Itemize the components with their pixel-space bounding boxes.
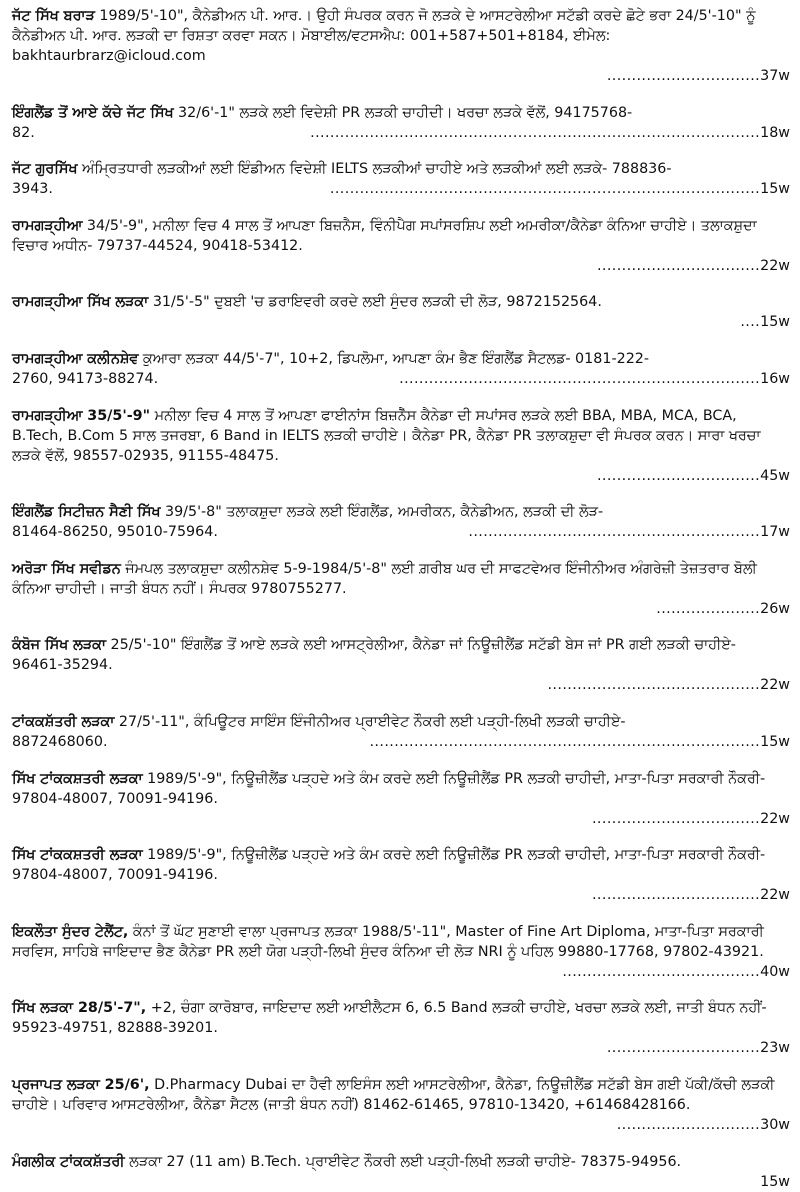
ad-entry	[12, 922, 790, 982]
ad-price: 17w	[760, 524, 790, 541]
ad-headline: ਸਿੱਖ ਟਾਂਕਕਸ਼ਤਰੀ ਲੜਕਾ	[12, 847, 143, 864]
ad-price-line	[12, 369, 790, 389]
ad-entry	[12, 635, 790, 695]
ad-price: 16w	[760, 370, 790, 387]
ad-price-line	[12, 123, 790, 143]
leader-dots: ...........................................................	[468, 524, 761, 541]
leader-dots: ........................................	[562, 963, 761, 980]
ad-text: ਕੁਆਰਾ ਲੜਕਾ 44/5'-7", 10+2, ਡਿਪਲੋਮਾ, ਆਪਣਾ ਕੰਮ ਭੈਣ ਇੰਗਲੈਂਡ ਸੈਟਲਡ- 0181-222-	[138, 350, 650, 367]
ad-price: 22w	[760, 677, 790, 694]
leader-dots: ...............................	[606, 68, 761, 84]
ad-text: ਲੜਕਾ 27 (11 am) B.Tech. ਪ੍ਰਾਈਵੇਟ ਨੌਕਰੀ ਲਈ ਪੜ੍ਹੀ-ਲਿਖੀ ਲੜਕੀ ਚਾਹੀਏ- 78375-94956.	[124, 1153, 682, 1170]
ad-headline: ਟਾਂਕਕਸ਼ੱਤਰੀ ਲੜਕਾ	[12, 713, 115, 730]
ad-text: ਜੰਮਪਲ ਤਲਾਕਸ਼ੁਦਾ ਕਲੀਨਸ਼ੇਵ 5-9-1984/5'-8" ਲਈ ਗ਼ਰੀਬ ਘਰ ਦੀ ਸਾਫਟਵੇਅਰ ਇੰਜੀਨੀਅਰ ਅੰਗਰੇਜ਼ੀ ਤੇਜ਼ਤਰਾਰ ਬੋਲੀ ਕੰਨਿਆ ਚਾਹੀਦੀ। ਜਾਤੀ ਬੰਧਨ ਨਹੀਂ। ਸੰਪਰਕ 9780755277.	[12, 560, 757, 597]
ad-price-line	[12, 675, 790, 695]
leader-dots: .......................................................................................	[329, 181, 761, 198]
ad-price-line	[12, 256, 790, 276]
ad-price: 22w	[760, 810, 790, 827]
ad-headline: ਰਾਮਗੜ੍ਹੀਆ	[12, 217, 83, 234]
leader-dots: ...........................................................................................	[310, 124, 761, 141]
ad-price: 45w	[760, 467, 790, 484]
ad-price: 26w	[760, 600, 790, 617]
ad-text: 1989/5'-10", ਕੈਨੇਡੀਅਨ ਪੀ. ਆਰ.। ਉਹੀ ਸੰਪਰਕ ਕਰਨ ਜੋ ਲੜਕੇ ਦੇ ਆਸਟਰੇਲੀਆ ਸਟੱਡੀ ਕਰਦੇ ਛੋਟੇ ਭਰਾ 24/5'-10" ਨੂੰ ਕੈਨੇਡੀਅਨ ਪੀ. ਆਰ. ਲੜਕੀ ਦਾ ਰਿਸ਼ਤਾ ਕਰਵਾ ਸਕਨ। ਮੋਬਾਈਲ/ਵਟਸਐਪ: 001+587+501+8184, ਈਮੇਲ: bakhtaurbrarz@icloud.com	[12, 8, 756, 64]
ad-entry	[12, 406, 790, 486]
ad-headline: ਇੰਗਲੈਂਡ ਸਿਟੀਜ਼ਨ ਸੈਣੀ ਸਿੱਖ	[12, 504, 161, 521]
ad-entry	[12, 769, 790, 829]
ad-price-line	[12, 732, 790, 752]
ad-text: ਮਨੀਲਾ ਵਿਚ 4 ਸਾਲ ਤੋਂ ਆਪਣਾ ਫਾਈਨਾਂਸ ਬਿਜ਼ਨੈੱਸ ਕੈਨੇਡਾ ਦੀ ਸਪਾਂਸਰ ਲੜਕੇ ਲਈ BBA, MBA, MCA, BCA, B.Tech, B.Com 5 ਸਾਲ ਤਜਰਬਾ, 6 Band in IELTS ਲੜਕੀ ਚਾਹੀਏ। ਕੈਨੇਡਾ PR, ਕੈਨੇਡਾ PR ਤਲਾਕਸ਼ੁਦਾ ਵੀ ਸੰਪਰਕ ਕਰਨ। ਸਾਰਾ ਖਰਚਾ ਲੜਕੇ ਵੱਲੋਂ, 98557-02935, 91155-48475.	[12, 407, 761, 464]
ad-price: 15w	[760, 1173, 790, 1190]
ad-headline: ਅਰੋੜਾ ਸਿੱਖ ਸਵੀਡਨ	[12, 560, 121, 577]
ad-price-line	[12, 1172, 790, 1192]
ad-price: 15w	[760, 181, 790, 198]
ad-headline: ਇੰਗਲੈਂਡ ਤੋਂ ਆਏ ਕੱਚੇ ਜੱਟ ਸਿੱਖ	[12, 104, 174, 121]
leader-dots: .....................	[656, 600, 761, 617]
ad-price: 37w	[760, 68, 790, 84]
ad-entry	[12, 502, 790, 542]
ad-text-tail: 2760, 94173-88274.	[12, 370, 159, 387]
ad-text: D.Pharmacy Dubai ਦਾ ਹੈਵੀ ਲਾਇਸੰਸ ਲਈ ਆਸਟਰੇਲੀਆ, ਕੈਨੇਡਾ, ਨਿਊਜ਼ੀਲੈਂਡ ਸਟੱਡੀ ਬੇਸ ਗਈ ਪੱਕੀ/ਕੱਚੀ ਲੜਕੀ ਚਾਹੀਏ। ਪਰਿਵਾਰ ਆਸਟਰੇਲੀਆ, ਕੈਨੇਡਾ ਸੈਟਲ (ਜਾਤੀ ਬੰਧਨ ਨਹੀਂ) 81462-61465, 97810-13420, +61468428166.	[12, 1076, 775, 1113]
leader-dots: .............................	[616, 1116, 761, 1133]
ad-entry	[12, 559, 790, 619]
ad-headline: ਸਿੱਖ ਲੜਕਾ 28/5'-7",	[12, 1000, 147, 1017]
ad-price-line	[12, 1115, 790, 1135]
ad-text: 1989/5'-9", ਨਿਊਜ਼ੀਲੈਂਡ ਪੜ੍ਹਦੇ ਅਤੇ ਕੰਮ ਕਰਦੇ ਲਈ ਨਿਊਜ਼ੀਲੈਂਡ PR ਲੜਕੀ ਚਾਹੀਦੀ, ਮਾਤਾ-ਪਿਤਾ ਸਰਕਾਰੀ ਨੌਕਰੀ- 97804-48007, 70091-94196.	[12, 770, 766, 807]
ad-headline: ਪ੍ਰਜਾਪਤ ਲੜਕਾ 25/6',	[12, 1076, 150, 1093]
ad-text: 27/5'-11", ਕੰਪਿਊਟਰ ਸਾਇੰਸ ਇੰਜੀਨੀਅਰ ਪ੍ਰਾਈਵੇਟ ਨੌਕਰੀ ਲਈ ਪੜ੍ਹੀ-ਲਿਖੀ ਲੜਕੀ ਚਾਹੀਏ-	[114, 713, 626, 730]
ad-price-line	[12, 466, 790, 486]
ad-entry	[12, 159, 790, 199]
ad-price: 18w	[760, 124, 790, 141]
ad-text: 1989/5'-9", ਨਿਊਜ਼ੀਲੈਂਡ ਪੜ੍ਹਦੇ ਅਤੇ ਕੰਮ ਕਰਦੇ ਲਈ ਨਿਊਜ਼ੀਲੈਂਡ PR ਲੜਕੀ ਚਾਹੀਦੀ, ਮਾਤਾ-ਪਿਤਾ ਸਰਕਾਰੀ ਨੌਕਰੀ- 97804-48007, 70091-94196.	[12, 847, 766, 884]
ad-entry	[12, 103, 790, 143]
ad-price: 30w	[760, 1116, 790, 1133]
ad-price: 15w	[760, 733, 790, 750]
ad-text: ਕੰਨਾਂ ਤੋਂ ਘੱਟ ਸੁਣਾਈ ਵਾਲਾ ਪ੍ਰਜਾਪਤ ਲੜਕਾ 1988/5'-11", Master of Fine Art Diploma, ਮਾਤਾ-ਪਿਤਾ ਸਰਕਾਰੀ ਸਰਵਿਸ, ਸਾਹਿਬੇ ਜਾਇਦਾਦ ਭੈਣ ਕੈਨੇਡਾ PR ਲਈ ਯੋਗ ਪੜ੍ਹੀ-ਲਿਖੀ ਸੁੰਦਰ ਕੰਨਿਆ ਦੀ ਲੋੜ NRI ਨੂੰ ਪਹਿਲ 99880-17768, 97802-43921.	[12, 923, 764, 960]
ad-price-line	[12, 962, 790, 982]
leader-dots: .................................	[596, 467, 761, 484]
ad-entry	[12, 1075, 790, 1135]
leader-dots: ..................................	[591, 887, 761, 904]
ad-entry	[12, 292, 790, 332]
ad-price-line	[12, 312, 790, 332]
ad-price: 40w	[760, 963, 790, 980]
ad-entry	[12, 349, 790, 389]
leader-dots: ....	[740, 314, 761, 331]
ad-price: 22w	[760, 257, 790, 274]
ad-text: 32/6'-1" ਲੜਕੇ ਲਈ ਵਿਦੇਸ਼ੀ PR ਲੜਕੀ ਚਾਹੀਦੀ। ਖਰਚਾ ਲੜਕੇ ਵੱਲੋਂ, 94175768-	[173, 104, 633, 121]
ad-text: 34/5'-9", ਮਨੀਲਾ ਵਿਚ 4 ਸਾਲ ਤੋਂ ਆਪਣਾ ਬਿਜ਼ਨੈਸ, ਵਿੰਨੀਪੈਗ ਸਪਾਂਸਰਸ਼ਿਪ ਲਈ ਅਮਰੀਕਾ/ਕੈਨੇਡਾ ਕੰਨਿਆ ਚਾਹੀਏ। ਤਲਾਕਸ਼ੁਦਾ ਵਿਚਾਰ ਅਧੀਨ- 79737-44524, 90418-53412.	[12, 217, 757, 254]
ad-headline: ਜੱਟ ਗੁਰਸਿੱਖ	[12, 161, 78, 178]
ad-text: +2, ਚੰਗਾ ਕਾਰੋਬਾਰ, ਜਾਇਦਾਦ ਲਈ ਆਈਲੈਟਸ 6, 6.5 Band ਲੜਕੀ ਚਾਹੀਏ, ਖਰਚਾ ਲੜਕੇ ਲਈ, ਜਾਤੀ ਬੰਧਨ ਨਹੀਂ- 95923-49751, 82888-39201.	[12, 1000, 767, 1037]
ad-entry	[12, 845, 790, 905]
ad-entry	[12, 712, 790, 752]
ad-entry	[12, 6, 790, 86]
leader-dots: ...............................	[606, 1040, 761, 1057]
ad-entry	[12, 998, 790, 1058]
ad-price: 23w	[760, 1040, 790, 1057]
ad-price: 22w	[760, 887, 790, 904]
leader-dots: .................................	[596, 257, 761, 274]
ad-price-line	[12, 522, 790, 542]
leader-dots: .........................................................................	[399, 370, 761, 387]
ad-text-tail: 8872468060.	[12, 733, 108, 750]
ad-price-line	[12, 809, 790, 829]
leader-dots: ...............................................................................	[369, 733, 761, 750]
leader-dots: ...........................................	[547, 677, 761, 694]
ad-headline: ਕੰਬੋਜ ਸਿੱਖ ਲੜਕਾ	[12, 637, 106, 654]
ad-price-line	[12, 179, 790, 199]
ad-price-line	[12, 599, 790, 619]
ad-text-tail: 82.	[12, 124, 35, 141]
ad-text: 39/5'-8" ਤਲਾਕਸ਼ੁਦਾ ਲੜਕੇ ਲਈ ਇੰਗਲੈਂਡ, ਅਮਰੀਕਨ, ਕੈਨੇਡੀਅਨ, ਲੜਕੀ ਦੀ ਲੋੜ-	[160, 504, 604, 521]
ad-text-tail: 3943.	[12, 181, 53, 198]
ad-text: 31/5'-5" ਦੁਬਈ 'ਚ ਡਰਾਇਵਰੀ ਕਰਦੇ ਲਈ ਸੁੰਦਰ ਲੜਕੀ ਦੀ ਲੋੜ, 9872152564.	[148, 294, 602, 311]
ad-text-tail: 81464-86250, 95010-75964.	[12, 524, 218, 541]
ad-price-line	[12, 1038, 790, 1058]
ad-headline: ਮੰਗਲੀਕ ਟਾਂਕਕਸ਼ੱਤਰੀ	[12, 1153, 125, 1170]
ad-price-line	[12, 66, 790, 86]
ad-headline: ਸਿੱਖ ਟਾਂਕਕਸ਼ਤਰੀ ਲੜਕਾ	[12, 770, 143, 787]
ad-headline: ਜੱਟ ਸਿੱਖ ਬਰਾੜ	[12, 8, 95, 24]
ad-headline: ਰਾਮਗੜ੍ਹੀਆ ਸਿੱਖ ਲੜਕਾ	[12, 294, 149, 311]
ad-price: 15w	[760, 314, 790, 331]
ad-text: 25/5'-10" ਇੰਗਲੈਂਡ ਤੋਂ ਆਏ ਲੜਕੇ ਲਈ ਆਸਟ੍ਰੇਲੀਆ, ਕੈਨੇਡਾ ਜਾਂ ਨਿਊਜ਼ੀਲੈਂਡ ਸਟੱਡੀ ਬੇਸ ਜਾਂ PR ਗਈ ਲੜਕੀ ਚਾਹੀਏ- 96461-35294.	[12, 637, 736, 674]
ad-headline: ਇਕਲੌਤਾ ਸੁੰਦਰ ਟੇਲੈਂਟ,	[12, 923, 129, 940]
ad-entry	[12, 216, 790, 276]
ad-headline: ਰਾਮਗੜ੍ਹੀਆ 35/5'-9"	[12, 407, 151, 424]
ad-price-line	[12, 885, 790, 905]
ad-text: ਅੰਮ੍ਰਿਤਧਾਰੀ ਲੜਕੀਆਂ ਲਈ ਇੰਡੀਅਨ ਵਿਦੇਸ਼ੀ IELTS ਲੜਕੀਆਂ ਚਾਹੀਏ ਅਤੇ ਲੜਕੀਆਂ ਲਈ ਲੜਕੇ- 788836-	[77, 161, 672, 178]
leader-dots: ..................................	[591, 810, 761, 827]
ad-headline: ਰਾਮਗੜ੍ਹੀਆ ਕਲੀਨਸ਼ੇਵ	[12, 350, 139, 367]
ad-entry	[12, 1152, 790, 1192]
